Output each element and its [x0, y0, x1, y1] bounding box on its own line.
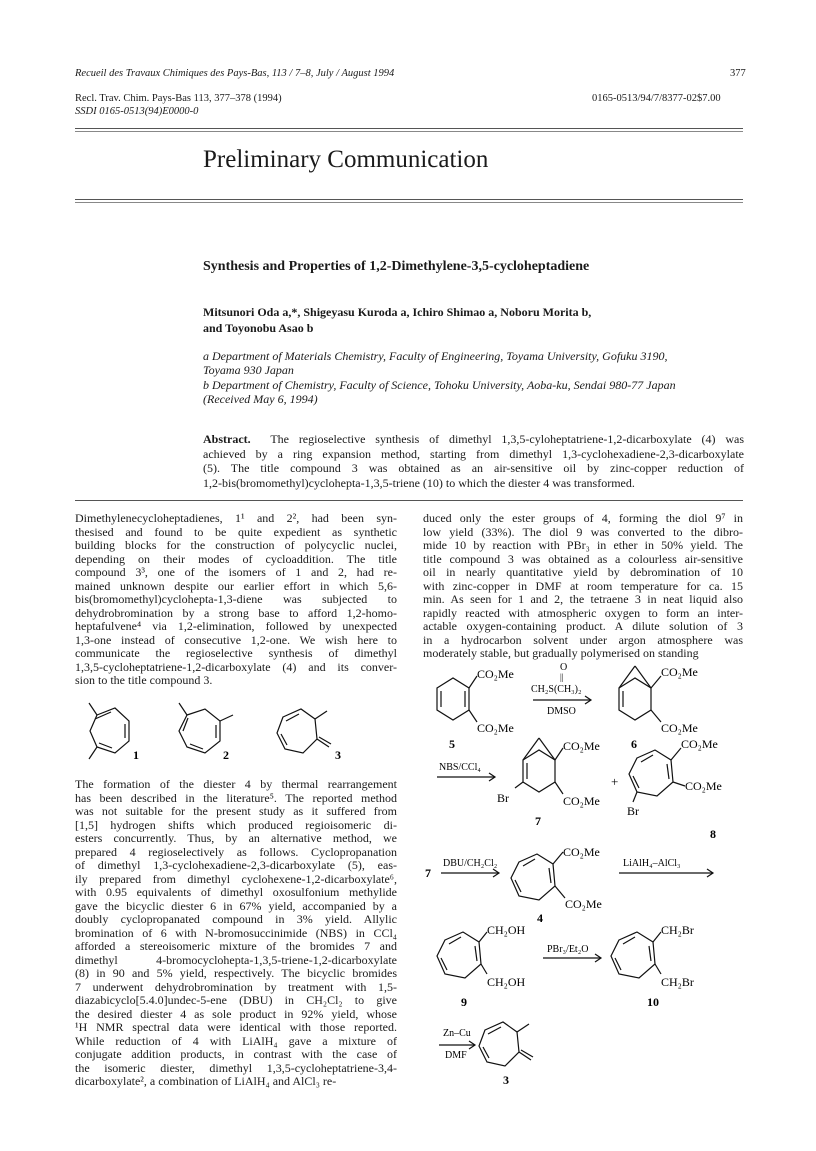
reagent1-double-bond: || — [560, 672, 564, 682]
text-line: min. As seen for 1 and 2, the tetraene 3 in neat liquid also — [423, 593, 743, 606]
s5-co2me-top: CO₂Me — [477, 667, 514, 681]
text-line: has been described in the literature⁵. The reported method — [75, 791, 397, 805]
text-line: [1,5] hydrogen shifts which produced regioisomeric di- — [75, 818, 397, 832]
s5-label: 5 — [449, 737, 455, 751]
page-number: 377 — [730, 68, 746, 79]
reagent1-solvent: DMSO — [547, 706, 576, 717]
s4-co2me-bottom: CO₂Me — [565, 897, 602, 911]
text-line: gave the bicyclic diester 6 in 67% yield, accompanied by a — [75, 899, 397, 913]
text-line: oil in nearly quantitative yield by debromination of 10 — [423, 566, 743, 579]
abstract-line-3: (5). The title compound 3 was obtained as an air-sensitive oil by zinc-copper reduction of — [203, 461, 744, 475]
s7-start-label: 7 — [425, 866, 431, 880]
text-line: While reduction of 4 with LiAlH₄ gave a mixture of — [75, 1034, 397, 1048]
abstract — [203, 432, 744, 490]
cmpd2-ring — [179, 709, 220, 753]
citation: Recl. Trav. Chim. Pays-Bas 113, 377–378 (1994) — [75, 93, 282, 104]
text-line: The formation of the diester 4 by thermal rearrangement — [75, 778, 397, 791]
plus-sign: + — [611, 774, 619, 789]
cmpd3-label: 3 — [335, 748, 341, 762]
authors-line-2: and Toyonobu Asao b — [203, 321, 314, 335]
section-rule-2 — [75, 202, 743, 203]
section-heading: Preliminary Communication — [203, 146, 489, 173]
s6-co2me-bottom: CO₂Me — [661, 721, 698, 735]
s7-co2me-bottom: CO₂Me — [563, 794, 600, 808]
s10-label: 10 — [647, 995, 659, 1009]
reagent1-ylide: CH₂S(CH₃)₂ — [531, 684, 582, 695]
text-line: actable oxygen-containing product. A dilute solution of 3 — [423, 620, 743, 633]
text-line: depending on their modes of cycloaddition. The title — [75, 552, 397, 566]
text-line: title compound 3 was obtained as a colourless air-sensitive — [423, 552, 743, 566]
reagent1-o: O — [560, 662, 568, 673]
received-date: (Received May 6, 1994) — [203, 391, 318, 406]
header-rule — [75, 128, 743, 129]
text-line: ¹H NMR spectral data were identical with those reported. — [75, 1021, 397, 1034]
text-line: esters concurrently. Thus, by an alternative method, we — [75, 832, 397, 845]
reagent2: NBS/CCl₄ — [439, 762, 481, 773]
text-line: mide 10 by reaction with PBr₃ in ether in 50% yield. The — [423, 539, 743, 552]
reagent6-zncu: Zn–Cu — [443, 1028, 471, 1039]
text-line: ily prepared from dimethyl cyclohexene-1,2-dicarboxylate⁶, — [75, 872, 397, 886]
text-line: sion to the title compound 3. — [75, 674, 213, 687]
text-line: dicarboxylate², a combination of LiAlH₄ and AlCl₃ re- — [75, 1075, 337, 1088]
left-column-paragraph-2 — [75, 778, 397, 1089]
text-line: doubly cyclopropanated compound in 3% yield. Allylic — [75, 913, 397, 926]
text-line: dimethyl 4-bromocyclohepta-1,3,5-triene-1,2-dicarboxylate — [75, 953, 397, 967]
s9-ch2oh-top: CH₂OH — [487, 923, 526, 937]
abstract-label: Abstract. — [203, 432, 251, 446]
text-line: of dimethyl 1,3-cyclohexadiene-2,3-dicarboxylate (5), eas- — [75, 859, 397, 872]
s4-co2me-top: CO₂Me — [563, 845, 600, 859]
s5-ring — [437, 678, 469, 720]
text-line: the isomeric diester, dimethyl 1,3,5-cycloheptatriene-3,4- — [75, 1061, 397, 1075]
text-line: conjugate addition products, in contrast with the case of — [75, 1048, 397, 1061]
text-line: (8) in 90 and 5% yield, respectively. The bicyclic bromides — [75, 967, 397, 980]
reaction-scheme — [423, 662, 753, 1132]
text-line: rapidly reacted with atmospheric oxygen to form an inter- — [423, 606, 743, 620]
article-title: Synthesis and Properties of 1,2-Dimethylene-3,5-cycloheptadiene — [203, 259, 590, 274]
s5-co2me-bottom: CO₂Me — [477, 721, 514, 735]
s4-label: 4 — [537, 911, 543, 925]
s9-ch2oh-bottom: CH₂OH — [487, 975, 526, 989]
s7-label: 7 — [535, 814, 541, 828]
s3-label: 3 — [503, 1073, 509, 1087]
article-code: 0165-0513/94/7/8377-02$7.00 — [592, 93, 721, 104]
text-line: moderately stable, but gradually polymerised on standing — [423, 647, 699, 660]
right-column-paragraph-1 — [423, 512, 743, 661]
reagent3: DBU/CH₂Cl₂ — [443, 858, 498, 869]
s8-ring — [629, 750, 673, 796]
s8-label: 8 — [710, 827, 716, 841]
affiliations — [203, 349, 748, 406]
reagent6-dmf: DMF — [445, 1050, 467, 1061]
s4-ring — [511, 854, 555, 900]
text-line: 7 underwent dehydrobromination by treatment with 1,5- — [75, 980, 397, 994]
cmpd2-label: 2 — [223, 748, 229, 762]
text-line: 1,3,5-cycloheptatriene-1,2-dicarboxylate (4) and its conver- — [75, 660, 397, 674]
s10-ch2br-top: CH₂Br — [661, 923, 694, 937]
authors — [203, 304, 743, 336]
text-line: the desired diester 4 as sole product in 92% yield, whose — [75, 1007, 397, 1021]
text-line: thesised and found to be quite expedient as synthetic — [75, 525, 397, 539]
s8-br: Br — [627, 804, 639, 818]
text-line: 1,3-one instead of consecutive 1,2-one. We wish here to — [75, 633, 397, 647]
text-line: duced only the ester groups of 4, forming the diol 9⁷ in — [423, 512, 743, 525]
text-line: compound 3³, one of the isomers of 1 and 2, had re- — [75, 566, 397, 579]
journal-header: Recueil des Travaux Chimiques des Pays-Bas, 113 / 7–8, July / August 1994 — [75, 68, 395, 79]
reagent5: PBr₃/Et₂O — [547, 944, 589, 955]
text-line: prepared 4 regioselectively as follows. Cyclopropanation — [75, 845, 397, 859]
text-line: in a hydrocarbon solvent under argon atmosphere was — [423, 633, 743, 647]
s7-ring — [523, 750, 555, 792]
s8-co2me-top: CO₂Me — [681, 737, 718, 751]
abstract-rule — [75, 500, 743, 501]
text-line: was not suitable for the present study as it suffered from — [75, 805, 397, 818]
reagent4: LiAlH₄–AlCl₃ — [623, 858, 681, 869]
text-line: dehydrobromination by a strong base to afford 1,2-homo- — [75, 606, 397, 620]
s7-br: Br — [497, 791, 509, 805]
text-line: diazabicyclo[5.4.0]undec-5-ene (DBU) in CH₂Cl₂ to give — [75, 994, 397, 1007]
affiliation-a-line-2: Toyama 930 Japan — [203, 363, 294, 378]
text-line: with zinc-copper in DMF at room temperature for ca. 15 — [423, 579, 743, 593]
s6-ring — [619, 678, 651, 720]
text-line: low yield (33%). The diol 9 was converted to the dibro- — [423, 525, 743, 539]
s8-co2me-bottom: CO₂Me — [685, 779, 722, 793]
affiliation-a-line-1: a Department of Materials Chemistry, Faculty of Engineering, Toyama University, Gofuku 3190, — [203, 349, 668, 363]
abstract-line-1: The regioselective synthesis of dimethyl 1,3,5-cyloheptatriene-1,2-dicarboxylate (4) was — [270, 432, 745, 446]
text-line: Dimethylenecycloheptadienes, 1¹ and 2², had been syn- — [75, 512, 397, 525]
text-line: afforded a stereoisomeric mixture of the bromides 7 and — [75, 940, 397, 953]
text-line: with 0.95 equivalents of dimethyl oxosulfonium methylide — [75, 886, 397, 899]
cmpd1-label: 1 — [133, 748, 139, 762]
s6-label: 6 — [631, 737, 637, 751]
affiliation-b-line-1: b Department of Chemistry, Faculty of Science, Tohoku University, Aoba-ku, Sendai 980-77 Japan — [203, 377, 676, 392]
abstract-line-4: 1,2-bis(bromomethyl)cyclohepta-1,3,5-triene (10) to which the diester 4 was transformed. — [203, 475, 635, 490]
s9-ring — [437, 932, 481, 978]
section-rule — [75, 199, 743, 200]
left-column-paragraph-1 — [75, 512, 397, 688]
abstract-line-2: achieved by a ring expansion method, starting from dimethyl 1,3-cyclohexadiene-2,3-dicarboxylate — [203, 446, 744, 461]
text-line: heptafulvene⁴ via 1,2-elimination, followed by unexpected — [75, 620, 397, 633]
text-line: building blocks for the construction of polycyclic nuclei, — [75, 539, 397, 552]
compounds-1-2-3-figure — [75, 697, 405, 777]
text-line: bis(bromomethyl)cyclohepta-1,3-diene was subjected to — [75, 593, 397, 606]
cmpd1-ring — [90, 708, 129, 753]
text-line: bromination of 6 with N-bromosuccinimide (NBS) in CCl₄ — [75, 926, 397, 940]
text-line: communicate the regioselective synthesis of dimethyl — [75, 647, 397, 660]
text-line: mained unknown despite our earlier effort in which 5,6- — [75, 579, 397, 593]
s6-co2me-top: CO₂Me — [661, 665, 698, 679]
s10-ring — [611, 932, 655, 978]
s9-label: 9 — [461, 995, 467, 1009]
s10-ch2br-bottom: CH₂Br — [661, 975, 694, 989]
header-rule-2 — [75, 131, 743, 132]
s7-co2me-top: CO₂Me — [563, 739, 600, 753]
ssdi: SSDI 0165-0513(94)E0000-0 — [75, 106, 199, 117]
authors-line-1: Mitsunori Oda a,*, Shigeyasu Kuroda a, Ichiro Shimao a, Noboru Morita b, — [203, 305, 592, 319]
